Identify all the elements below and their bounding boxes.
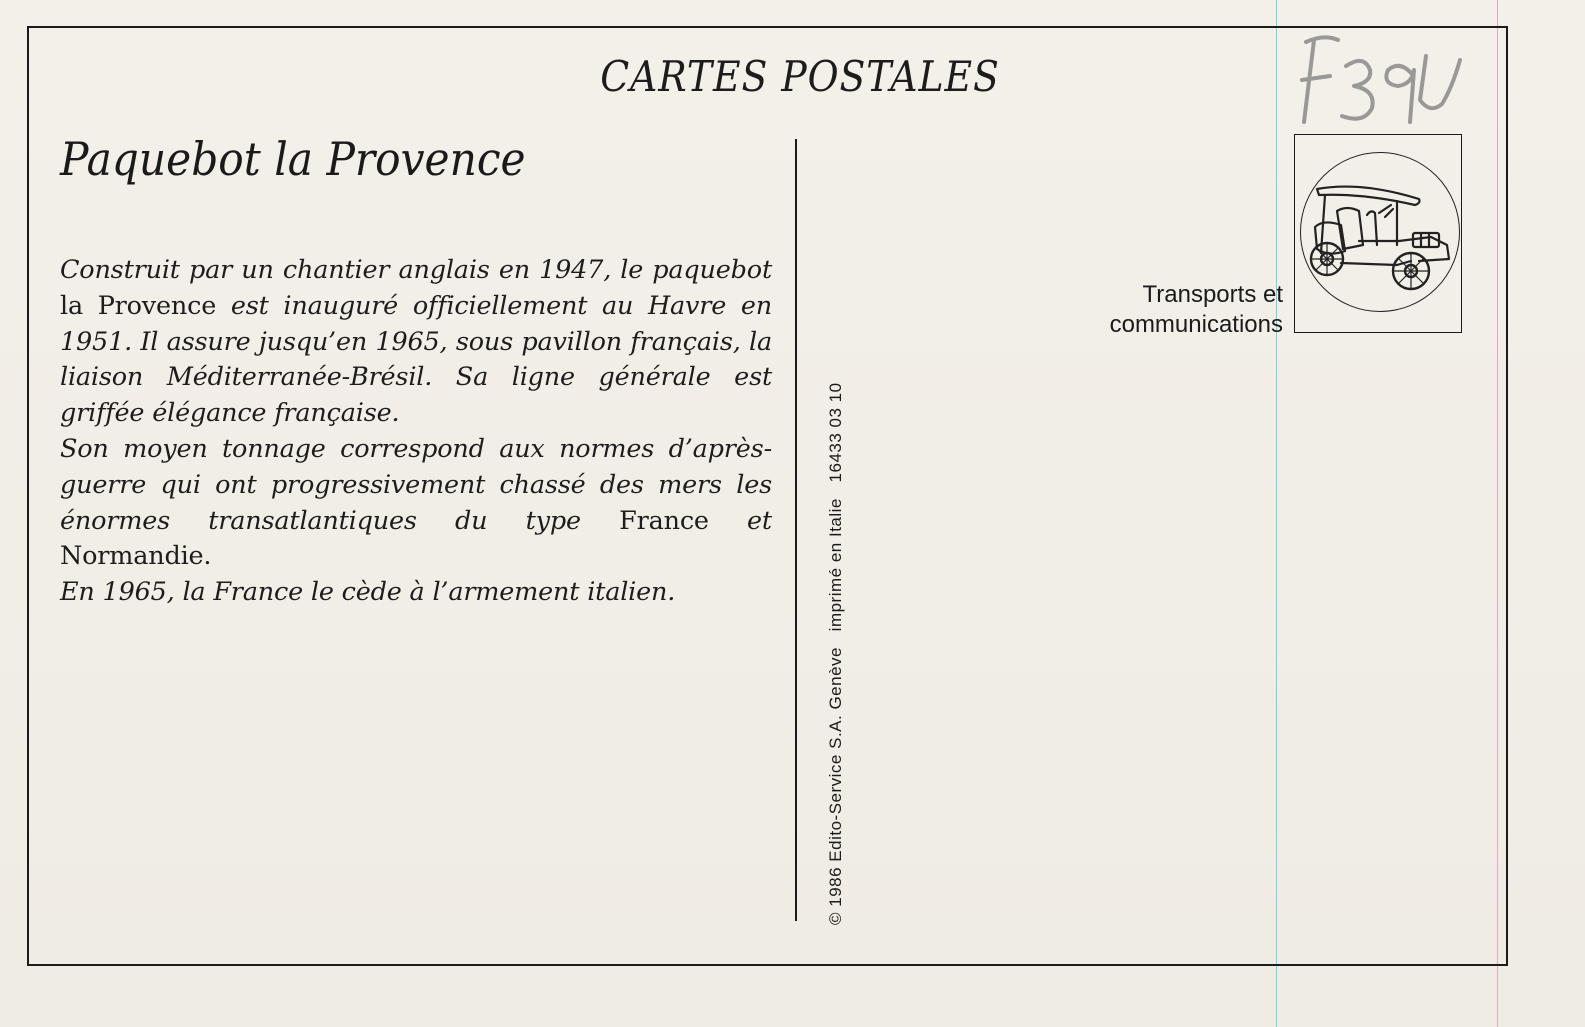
text-run: France: [619, 505, 709, 536]
postcard-title: Paquebot la Provence: [60, 132, 526, 186]
description-paragraph: [60, 575, 772, 611]
stamp-caption-line: communications: [1109, 311, 1283, 338]
text-run: est inauguré officiellement au Havre en 1951. Il assure jusqu’en 1965, sous pavillon français, la liaison Méditerranée-Brésil. Sa ligne générale est griffée élégance française.: [60, 290, 772, 429]
text-run: et: [708, 505, 772, 536]
text-run: Normandie.: [60, 541, 212, 572]
text-run: la Provence: [60, 290, 217, 321]
vintage-car-icon: [1300, 152, 1460, 312]
stamp-caption-line: Transports et: [1142, 281, 1283, 308]
address-divider-line: [795, 139, 797, 921]
description-paragraph: [60, 253, 772, 432]
handwritten-pencil-note: [1290, 30, 1490, 130]
text-run: Son moyen tonnage correspond aux normes d’après-guerre qui ont progressivement chassé des mers les énormes transatlantiques du type: [60, 433, 772, 536]
text-run: En 1965, la France le cède à l’armement italien.: [60, 577, 676, 608]
description-paragraph: [60, 432, 772, 575]
text-run: Construit par un chantier anglais en 1947, le paquebot: [60, 255, 772, 285]
publisher-credit: © 1986 Edito-Service S.A. Genève imprimé en Italie 16433 03 10: [826, 382, 845, 925]
description-text: [60, 253, 772, 611]
stamp-caption: [1040, 280, 1283, 340]
postcard-header: CARTES POSTALES: [600, 52, 1000, 101]
